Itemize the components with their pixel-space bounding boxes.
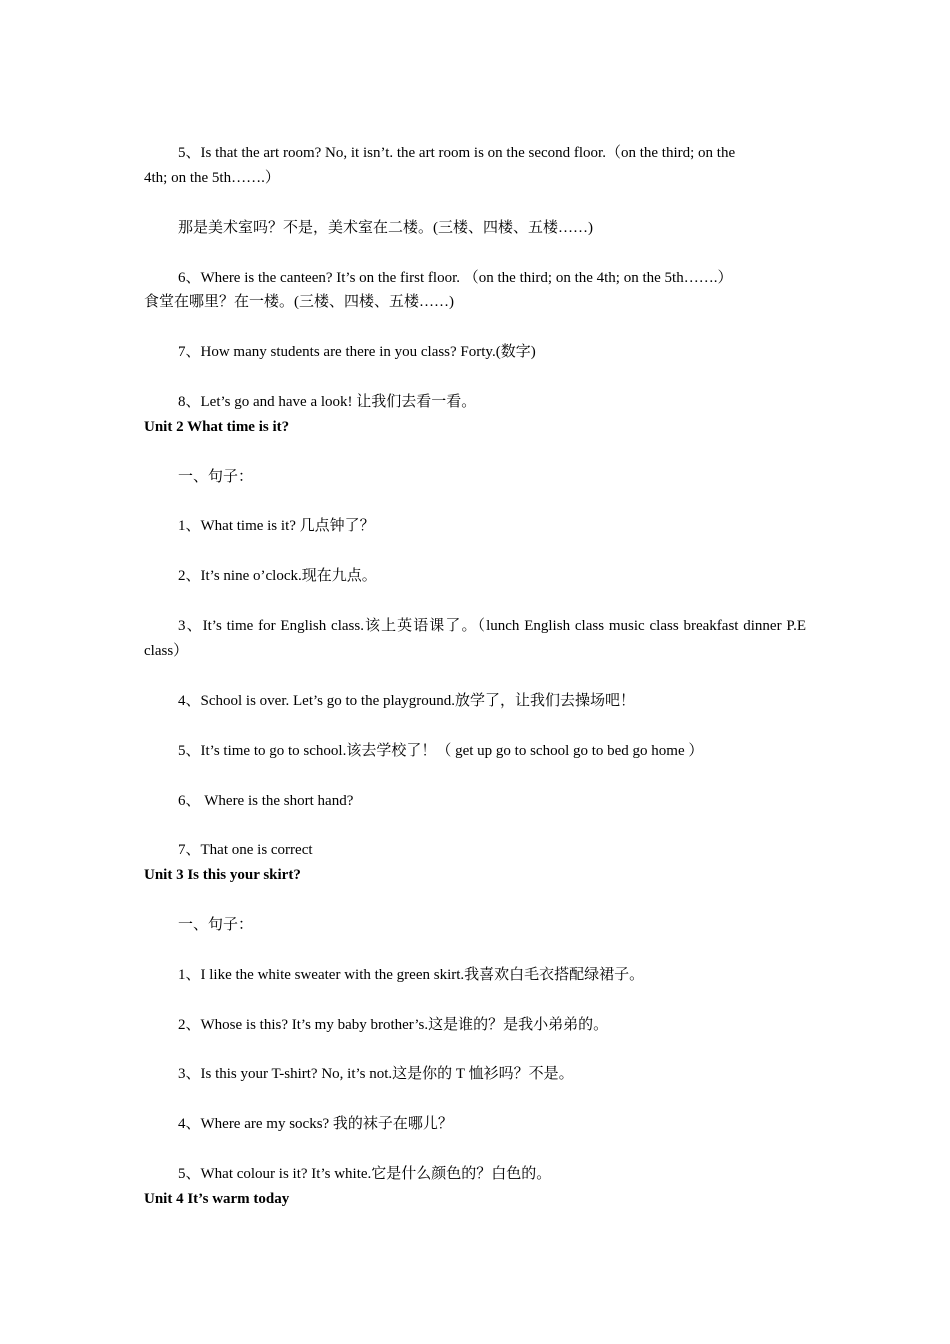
unit1-sentence-6-cn: 食堂在哪里？在一楼。(三楼、四楼、五楼……) — [144, 294, 454, 310]
unit3-sentence-1: 1、I like the white sweater with the green skirt.我喜欢白毛衣搭配绿裙子。 — [178, 967, 645, 983]
unit3-sentence-3: 3、Is this your T-shirt? No, it’s not.这是你的 T 恤衫吗？不是。 — [178, 1066, 574, 1082]
unit1-sentence-7: 7、How many students are there in you class? Forty.(数字) — [178, 344, 536, 360]
unit2-sentence-6: 6、 Where is the short hand? — [178, 793, 354, 809]
unit1-sentence-8: 8、Let’s go and have a look! 让我们去看一看。 — [178, 394, 477, 410]
unit4-heading: Unit 4 It’s warm today — [144, 1191, 290, 1207]
unit3-sentence-2: 2、Whose is this? It’s my baby brother’s.这是谁的？是我小弟弟的。 — [178, 1017, 609, 1033]
unit2-sentence-4: 4、School is over. Let’s go to the playground.放学了，让我们去操场吧！ — [178, 693, 636, 709]
unit1-sentence-5-cont: 4th; on the 5th…….） — [144, 170, 280, 186]
unit2-section-title: 一、句子： — [178, 469, 254, 485]
unit3-section-title: 一、句子： — [178, 917, 254, 933]
unit2-sentence-2: 2、It’s nine o’clock.现在九点。 — [178, 568, 377, 584]
unit1-sentence-5: 5、Is that the art room? No, it isn’t. the art room is on the second floor.（on the third; on the — [178, 145, 736, 161]
unit2-sentence-3: 3、It’s time for English class.该上英语课了。（lunch English class music class breakfast dinner P.E class） — [144, 618, 806, 659]
unit2-sentence-5: 5、It’s time to go to school.该去学校了！（ get up go to school go to bed go home ） — [178, 743, 704, 759]
unit3-sentence-5: 5、What colour is it? It’s white.它是什么颜色的？白色的。 — [178, 1166, 552, 1182]
unit1-sentence-5-cn: 那是美术室吗？不是，美术室在二楼。(三楼、四楼、五楼……) — [178, 220, 593, 236]
unit2-sentence-7: 7、That one is correct — [178, 842, 313, 858]
unit3-sentence-4: 4、Where are my socks? 我的袜子在哪儿？ — [178, 1116, 453, 1132]
unit3-heading: Unit 3 Is this your skirt? — [144, 867, 301, 883]
unit2-sentence-1: 1、What time is it? 几点钟了？ — [178, 518, 375, 534]
unit1-sentence-6: 6、Where is the canteen? It’s on the first floor. （on the third; on the 4th; on the 5th…….） — [178, 270, 733, 286]
unit2-heading: Unit 2 What time is it? — [144, 419, 290, 435]
